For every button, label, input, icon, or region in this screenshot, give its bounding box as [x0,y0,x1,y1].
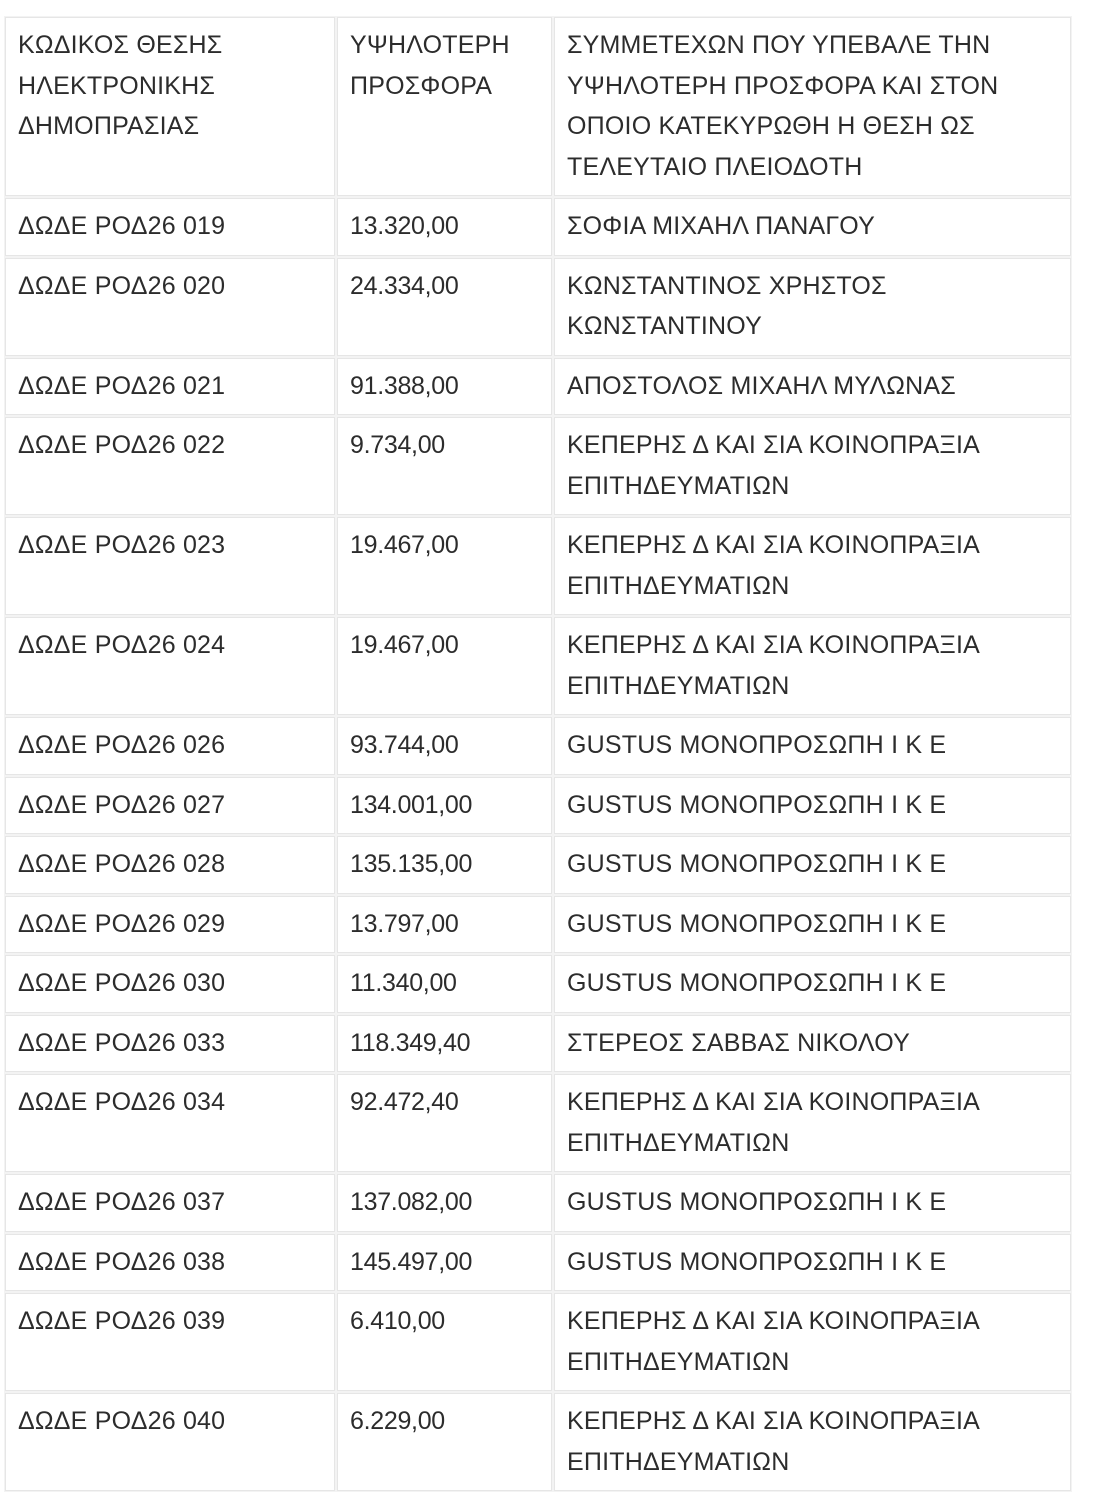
table-row [5,1015,1071,1073]
table-row [5,358,1071,416]
cell-winning-bidder: GUSTUS ΜΟΝΟΠΡΟΣΩΠΗ Ι Κ Ε [554,1234,1071,1292]
table-row [5,777,1071,835]
cell-position-code: ΔΩΔΕ ΡΟΔ26 021 [5,358,335,416]
cell-winning-bidder: ΑΠΟΣΤΟΛΟΣ ΜΙΧΑΗΛ ΜΥΛΩΝΑΣ [554,358,1071,416]
cell-position-code: ΔΩΔΕ ΡΟΔ26 020 [5,258,335,356]
cell-highest-bid: 91.388,00 [337,358,552,416]
cell-winning-bidder: GUSTUS ΜΟΝΟΠΡΟΣΩΠΗ Ι Κ Ε [554,1174,1071,1232]
table-row [5,717,1071,775]
cell-winning-bidder: ΣΟΦΙΑ ΜΙΧΑΗΛ ΠΑΝΑΓΟΥ [554,198,1071,256]
auction-results-table-container [3,15,1071,1493]
cell-position-code: ΔΩΔΕ ΡΟΔ26 029 [5,896,335,954]
cell-position-code: ΔΩΔΕ ΡΟΔ26 027 [5,777,335,835]
cell-highest-bid: 145.497,00 [337,1234,552,1292]
table-row [5,955,1071,1013]
cell-highest-bid: 92.472,40 [337,1074,552,1172]
cell-winning-bidder: GUSTUS ΜΟΝΟΠΡΟΣΩΠΗ Ι Κ Ε [554,896,1071,954]
cell-highest-bid: 11.340,00 [337,955,552,1013]
cell-highest-bid: 13.797,00 [337,896,552,954]
cell-position-code: ΔΩΔΕ ΡΟΔ26 023 [5,517,335,615]
cell-highest-bid: 118.349,40 [337,1015,552,1073]
cell-highest-bid: 24.334,00 [337,258,552,356]
cell-highest-bid: 134.001,00 [337,777,552,835]
table-row [5,258,1071,356]
cell-winning-bidder: ΚΕΠΕΡΗΣ Δ ΚΑΙ ΣΙΑ ΚΟΙΝΟΠΡΑΞΙΑ ΕΠΙΤΗΔΕΥΜΑΤΙΩΝ [554,1074,1071,1172]
cell-winning-bidder: ΣΤΕΡΕΟΣ ΣΑΒΒΑΣ ΝΙΚΟΛΟΥ [554,1015,1071,1073]
header-position-code: ΚΩΔΙΚΟΣ ΘΕΣΗΣ ΗΛΕΚΤΡΟΝΙΚΗΣ ΔΗΜΟΠΡΑΣΙΑΣ [5,17,335,196]
cell-highest-bid: 93.744,00 [337,717,552,775]
table-row [5,1074,1071,1172]
cell-position-code: ΔΩΔΕ ΡΟΔ26 033 [5,1015,335,1073]
cell-position-code: ΔΩΔΕ ΡΟΔ26 022 [5,417,335,515]
cell-highest-bid: 9.734,00 [337,417,552,515]
header-highest-bid: ΥΨΗΛΟΤΕΡΗ ΠΡΟΣΦΟΡΑ [337,17,552,196]
cell-highest-bid: 19.467,00 [337,517,552,615]
table-row [5,517,1071,615]
cell-winning-bidder: GUSTUS ΜΟΝΟΠΡΟΣΩΠΗ Ι Κ Ε [554,777,1071,835]
header-winning-bidder: ΣΥΜΜΕΤΕΧΩΝ ΠΟΥ ΥΠΕΒΑΛΕ ΤΗΝ ΥΨΗΛΟΤΕΡΗ ΠΡΟΣΦΟΡΑ ΚΑΙ ΣΤΟΝ ΟΠΟΙΟ ΚΑΤΕΚΥΡΩΘΗ Η ΘΕΣΗ ΩΣ ΤΕΛΕΥΤΑΙΟ ΠΛΕΙΟΔΟΤΗ [554,17,1071,196]
cell-winning-bidder: ΚΕΠΕΡΗΣ Δ ΚΑΙ ΣΙΑ ΚΟΙΝΟΠΡΑΞΙΑ ΕΠΙΤΗΔΕΥΜΑΤΙΩΝ [554,1293,1071,1391]
table-row [5,836,1071,894]
cell-winning-bidder: GUSTUS ΜΟΝΟΠΡΟΣΩΠΗ Ι Κ Ε [554,836,1071,894]
cell-highest-bid: 135.135,00 [337,836,552,894]
table-row [5,1293,1071,1391]
cell-position-code: ΔΩΔΕ ΡΟΔ26 024 [5,617,335,715]
cell-winning-bidder: ΚΕΠΕΡΗΣ Δ ΚΑΙ ΣΙΑ ΚΟΙΝΟΠΡΑΞΙΑ ΕΠΙΤΗΔΕΥΜΑΤΙΩΝ [554,617,1071,715]
cell-winning-bidder: GUSTUS ΜΟΝΟΠΡΟΣΩΠΗ Ι Κ Ε [554,717,1071,775]
table-header-row [5,17,1071,196]
cell-highest-bid: 6.229,00 [337,1393,552,1491]
cell-position-code: ΔΩΔΕ ΡΟΔ26 026 [5,717,335,775]
cell-position-code: ΔΩΔΕ ΡΟΔ26 039 [5,1293,335,1391]
cell-position-code: ΔΩΔΕ ΡΟΔ26 028 [5,836,335,894]
table-row [5,617,1071,715]
cell-winning-bidder: ΚΩΝΣΤΑΝΤΙΝΟΣ ΧΡΗΣΤΟΣ ΚΩΝΣΤΑΝΤΙΝΟΥ [554,258,1071,356]
cell-position-code: ΔΩΔΕ ΡΟΔ26 037 [5,1174,335,1232]
cell-highest-bid: 6.410,00 [337,1293,552,1391]
table-row [5,1234,1071,1292]
cell-position-code: ΔΩΔΕ ΡΟΔ26 030 [5,955,335,1013]
cell-position-code: ΔΩΔΕ ΡΟΔ26 038 [5,1234,335,1292]
auction-results-table [3,15,1073,1493]
table-body [5,17,1071,1491]
table-row [5,417,1071,515]
cell-highest-bid: 19.467,00 [337,617,552,715]
cell-winning-bidder: GUSTUS ΜΟΝΟΠΡΟΣΩΠΗ Ι Κ Ε [554,955,1071,1013]
table-row [5,198,1071,256]
cell-position-code: ΔΩΔΕ ΡΟΔ26 019 [5,198,335,256]
table-row [5,896,1071,954]
table-row [5,1393,1071,1491]
cell-position-code: ΔΩΔΕ ΡΟΔ26 034 [5,1074,335,1172]
cell-winning-bidder: ΚΕΠΕΡΗΣ Δ ΚΑΙ ΣΙΑ ΚΟΙΝΟΠΡΑΞΙΑ ΕΠΙΤΗΔΕΥΜΑΤΙΩΝ [554,417,1071,515]
cell-position-code: ΔΩΔΕ ΡΟΔ26 040 [5,1393,335,1491]
cell-highest-bid: 137.082,00 [337,1174,552,1232]
cell-highest-bid: 13.320,00 [337,198,552,256]
cell-winning-bidder: ΚΕΠΕΡΗΣ Δ ΚΑΙ ΣΙΑ ΚΟΙΝΟΠΡΑΞΙΑ ΕΠΙΤΗΔΕΥΜΑΤΙΩΝ [554,1393,1071,1491]
cell-winning-bidder: ΚΕΠΕΡΗΣ Δ ΚΑΙ ΣΙΑ ΚΟΙΝΟΠΡΑΞΙΑ ΕΠΙΤΗΔΕΥΜΑΤΙΩΝ [554,517,1071,615]
table-row [5,1174,1071,1232]
